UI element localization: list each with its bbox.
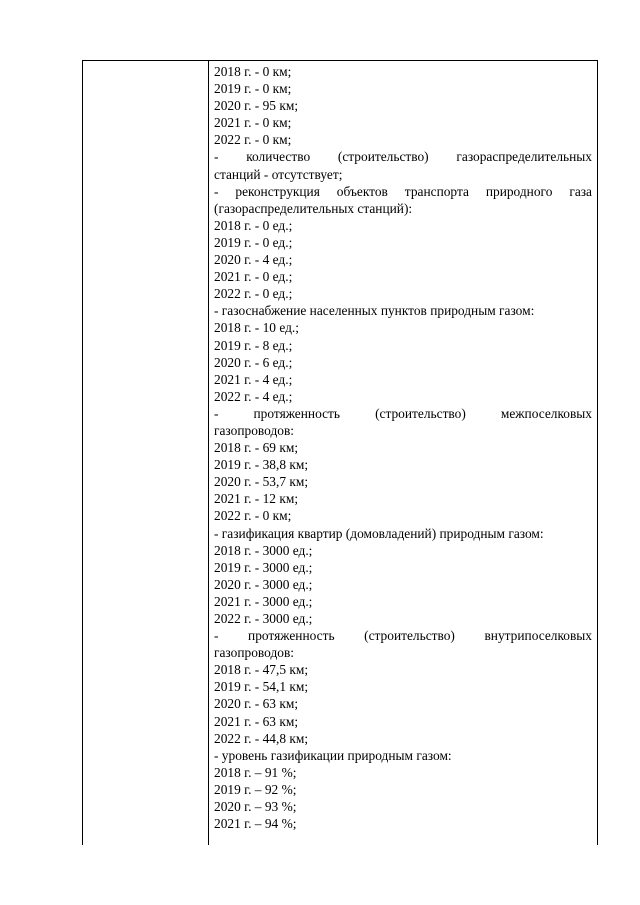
text-line: 2020 г. – 93 %; [214,799,297,815]
text-line: 2021 г. - 3000 ед.; [214,593,313,609]
text-line: 2022 г. - 0 ед.; [214,286,293,302]
text-line: газопроводов: [214,422,294,438]
text-line: 2021 г. - 0 ед.; [214,269,293,285]
text-line: 2019 г. - 3000 ед.; [214,559,313,575]
text-line: 2018 г. - 3000 ед.; [214,542,313,558]
text-line: - протяженность (строительство) внутрипоселковых [214,628,592,644]
text-line: - уровень газификации природным газом: [214,747,452,763]
text-line: - количество (строительство) газораспределительных [214,149,592,165]
text-line: 2021 г. – 94 %; [214,816,297,832]
text-line: 2020 г. - 3000 ед.; [214,576,313,592]
text-line: 2018 г. - 69 км; [214,440,299,456]
text-line: 2019 г. - 54,1 км; [214,679,309,695]
text-line: 2022 г. - 4 ед.; [214,388,293,404]
text-line: 2020 г. - 4 ед.; [214,252,293,268]
text-line: 2021 г. - 0 км; [214,115,292,131]
text-line: 2022 г. - 3000 ед.; [214,611,313,626]
text-line: 2019 г. - 8 ед.; [214,337,293,353]
text-line: 2018 г. – 91 %; [214,764,297,780]
document-table [82,60,598,845]
text-line: - реконструкция объектов транспорта природного газа [214,183,592,199]
text-line: 2021 г. - 63 км; [214,713,299,729]
text-line: 2019 г. – 92 %; [214,781,297,797]
text-line: 2021 г. - 12 км; [214,491,299,507]
text-line: 2021 г. - 4 ед.; [214,371,293,387]
text-line: 2019 г. - 38,8 км; [214,457,309,473]
text-line: 2020 г. - 63 км; [214,696,299,712]
text-line: 2019 г. - 0 ед.; [214,234,293,250]
text-line: (газораспределительных станций): [214,200,413,216]
text-line: 2020 г. - 6 ед.; [214,354,293,370]
text-line: - газоснабжение населенных пунктов природным газом: [214,303,535,319]
text-line: 2020 г. - 95 км; [214,98,299,114]
text-line: - газификация квартир (домовладений) природным газом: [214,525,544,541]
table-cell-right [209,61,597,845]
text-line: 2022 г. - 0 км; [214,132,292,148]
text-line: 2022 г. - 44,8 км; [214,730,309,746]
text-line: 2018 г. - 0 км; [214,64,292,79]
text-line: 2022 г. - 0 км; [214,508,292,524]
text-line: 2018 г. - 10 ед.; [214,320,299,336]
text-line: газопроводов: [214,645,294,661]
text-line: 2019 г. - 0 км; [214,81,292,97]
text-line: - протяженность (строительство) межпоселковых [214,405,592,421]
text-line: 2018 г. - 0 ед.; [214,217,293,233]
table-cell-left [83,61,209,845]
text-line: 2018 г. - 47,5 км; [214,662,309,678]
text-line: станций - отсутствует; [214,166,343,182]
text-line: 2020 г. - 53,7 км; [214,474,309,490]
